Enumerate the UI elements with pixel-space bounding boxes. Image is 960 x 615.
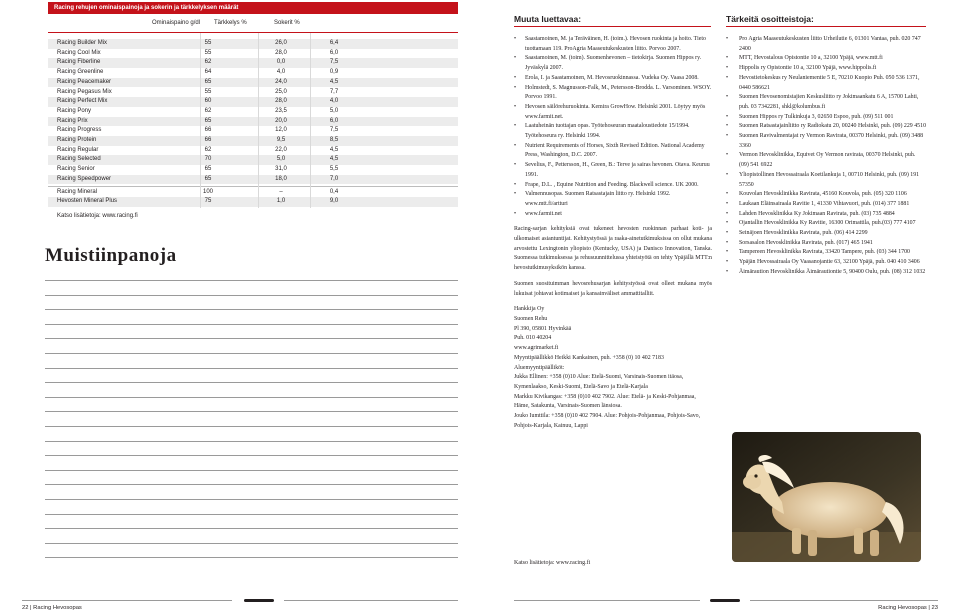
contact-line: www.agrimarket.fi	[514, 345, 559, 352]
address-item: • Lahden Hevosklinikka Ky Jokimaan Ravirata, puh. (03) 735 4884	[726, 210, 926, 220]
reading-item: • Erola, I. ja Saastamoinen, M. Hevosruokinnassa. Vudeka Oy. Vaasa 2008.	[514, 74, 712, 84]
address-item: • Sorsasalon Hevosklinikka Ravirata, puh. (017) 465 1941	[726, 239, 926, 249]
note-line	[45, 382, 458, 383]
address-item: • Suomen Hippos ry Tulkinkuja 3, 02650 Espoo, puh. (09) 511 001	[726, 113, 926, 123]
column-header-starch: Tärkkelys %	[214, 20, 247, 26]
table-row	[48, 146, 458, 156]
table-title: Racing rehujen ominaispainoja ja sokerin ja tärkkelyksen määrät	[54, 5, 239, 11]
sugar-value: 6,0	[329, 117, 339, 124]
reading-item: • Saastamoinen, M. (toim). Suomenhevonen – tietokirja. Suomen Hippos ry. Jyväskylä 2007.	[514, 54, 712, 73]
contact-line: Jukka Ellinen: +358 (0)10 Alue: Etelä-Suomi, Varsinais-Suomen itäosa, Kymenlaakso, Keski-Suomi, Etelä-Savo ja Etelä-Karjala	[514, 374, 684, 390]
sugar-value: 4,5	[329, 78, 339, 85]
density-value: 66	[204, 127, 212, 134]
density-value: 55	[204, 40, 212, 46]
address-item: • Suomen Hevosenomistajien Keskusliitto ry Jokimaankatu 6 A, 15700 Lahti, puh. 03 7342281, shkl@kolumbus.fi	[726, 93, 926, 112]
note-line	[45, 470, 458, 471]
table-row	[48, 78, 458, 88]
reading-footer-note: Katso lisätietoja: www.racing.fi	[514, 560, 591, 566]
reading-item: • Valmennusopas. Suomen Ratsastajain liitto ry. Helsinki 1992. www.mtt.fi/artturi	[514, 190, 712, 209]
starch-value: 9,5	[276, 137, 286, 143]
contact-line: Jouko Iumttila: +358 (0)10 402 7904. Alue: Pohjois-Pohjanmaa, Pohjois-Savo, Pohjois-Karjala, Kainuu, Lappi	[514, 413, 701, 429]
notes-title: Muistiinpanoja	[45, 245, 177, 266]
footer-rule-left-2	[284, 600, 458, 601]
sugar-value: 4,5	[329, 146, 339, 153]
address-item: • Seinäjoen Hevosklinikka Ravirata, puh. (06) 414 2299	[726, 229, 926, 239]
starch-value: 24,0	[275, 78, 287, 85]
address-item: • Tampereen Hevosklinikka Ravirata, 33420 Tampere, puh. (03) 344 1700	[726, 248, 926, 258]
table-col-rule-1	[200, 33, 201, 208]
address-item: • Vermon Hevosklinikka, Equivet Oy Vermon ravirata, 00370 Helsinki, puh. (09) 541 6922	[726, 151, 926, 170]
address-item: • Yliopistollinen Hevossairaala Koetilankuja 1, 00710 Helsinki, puh. (09) 191 57350	[726, 171, 926, 190]
address-item: • Hippolis ry Opistontie 10 a, 32100 Ypäjä, www.hippolis.fi	[726, 64, 926, 74]
density-value: 55	[204, 88, 212, 95]
table-row	[48, 68, 458, 78]
sugar-value: 8,5	[329, 137, 339, 143]
address-item: • MTT, Hevostalous Opistontie 10 a, 32100 Ypäjä, www.mtt.fi	[726, 54, 926, 64]
starch-value: 1,0	[276, 198, 286, 205]
footer-left: 22 | Racing Hevosopas	[22, 605, 82, 611]
reading-item: • Hevosen säilörehuruokinta. Kemira GrowHow. Helsinki 2001. Löytyy myös www.farmit.net.	[514, 103, 712, 122]
feed-name: Hevosten Mineral Plus	[57, 198, 118, 205]
density-value: 100	[202, 188, 213, 195]
reading-title-rule	[514, 26, 711, 27]
feed-name: Racing Pegasus Mix	[57, 88, 112, 95]
starch-value: 12,0	[275, 127, 287, 134]
note-line	[45, 295, 458, 296]
note-line	[45, 411, 458, 412]
starch-value: 31,0	[275, 166, 287, 173]
density-value: 65	[204, 78, 212, 85]
address-item: • Suomen Ratsastajainliitto ry Radiokatu 20, 00240 Helsinki, puh. (09) 229 4510	[726, 122, 926, 132]
note-line	[45, 514, 458, 515]
table-top-rule	[48, 32, 458, 33]
reading-item: • Nutrient Requirements of Horses, Sixth Revised Edition. National Academy Press, Washington, D.C. 2007.	[514, 142, 712, 161]
address-item: • Pro Agria Maaseutukeskusten liitto Urheilutie 6, 01301 Vantaa, puh. 020 747 2400	[726, 35, 926, 54]
note-line	[45, 353, 458, 354]
feed-name: Racing Fiberline	[57, 59, 101, 66]
note-line	[45, 397, 458, 398]
sugar-value: 7,0	[329, 175, 339, 182]
sugar-value: 7,5	[329, 59, 339, 66]
address-item: • Kouvolan Hevosklinikka Ravirata, 45160 Kouvola, puh. (05) 320 1106	[726, 190, 926, 200]
density-value: 70	[204, 156, 212, 163]
density-value: 65	[204, 175, 212, 182]
table-row	[48, 39, 458, 49]
feed-name: Racing Selected	[57, 156, 101, 163]
addresses-title: Tärkeitä osoitteistoja:	[726, 14, 814, 24]
table-row	[48, 49, 458, 59]
density-value: 65	[204, 166, 212, 173]
feed-name: Racing Progress	[57, 127, 102, 134]
address-item: • Äimäraution Hevosklinikka Äimärautiontie 5, 90400 Oulu, puh. (08) 312 1032	[726, 268, 926, 278]
note-line	[45, 280, 458, 281]
density-value: 62	[204, 107, 212, 114]
sugar-value: 6,4	[329, 40, 339, 46]
note-line	[45, 557, 458, 558]
table-row	[48, 155, 458, 165]
sugar-value: 9,0	[329, 198, 339, 205]
table-title-bar	[48, 2, 458, 14]
contact-line: Puh. 010 40204	[514, 335, 552, 342]
density-value: 62	[204, 146, 212, 153]
density-value: 65	[204, 117, 212, 124]
feed-name: Racing Prix	[57, 117, 88, 124]
note-line	[45, 543, 458, 544]
reading-paragraph-1: Racing-sarjan kehityksiä ovat tukeneet hevosten ruokinnan parhaat koti- ja ulkomaiset asiantuntijat. Kehitystyössä ja raaka-ainetutkimuksissa on ollut mukana arvostettu Lexingtonin yliopisto (Kentucky, USA) ja Danisco Innovation, Tanska. Suomessa tutkimuksessa ja rehusuunnittelussa yhteistyötä on tehty Ypäjällä MTT:n hevostutkimusyksikön kanssa.	[514, 226, 712, 272]
contact-line: Markku Kivikangas: +358 (0)10 402 7902. Alue: Etelä- ja Keski-Pohjanmaa, Häme, Satakunta, Varsinais-Suomen länsiosa.	[514, 393, 696, 410]
addresses-title-rule	[726, 26, 926, 27]
contact-line: Suomen Rehu	[514, 315, 548, 322]
contact-line: Aluemyyntipäälliköt:	[514, 364, 565, 371]
density-value: 66	[204, 137, 212, 143]
note-line	[45, 368, 458, 369]
density-value: 60	[204, 98, 212, 105]
starch-value: 0,0	[276, 59, 286, 66]
starch-value: 28,0	[275, 49, 287, 56]
address-item: • Ypäjän Hevossairaala Oy Vaasanojantie 63, 32100 Ypäjä, puh. 040 410 3406	[726, 258, 926, 268]
address-item: • Hevostietokeskus ry Neulaniementie 5 E, 70210 Kuopio Puh. 050 536 1371, 0440 586621	[726, 74, 926, 93]
contact-line: Hankkija Oy	[514, 306, 545, 313]
table-row	[48, 107, 458, 117]
reading-item: • Laatuheinän tuottajan opas. Työtehoseuran maataloustiedote 15/1994. Työtehoseura ry. Helsinki 1994.	[514, 122, 712, 141]
footer-right: Racing Hevosopas | 23	[878, 605, 938, 611]
starch-value: 28,0	[275, 98, 287, 105]
table-row	[48, 117, 458, 127]
reading-title: Muuta luettavaa:	[514, 14, 582, 24]
note-line	[45, 338, 458, 339]
column-header-density: Ominaispaino g/dl	[152, 20, 201, 26]
feed-name: Racing Builder Mix	[57, 40, 108, 46]
feed-name: Racing Cool Mix	[57, 49, 101, 56]
sugar-value: 4,0	[329, 98, 339, 105]
starch-value: 23,5	[275, 107, 287, 114]
starch-value: –	[279, 188, 283, 195]
sugar-value: 5,5	[329, 166, 339, 173]
address-item: • Laukaan Eläinsairaala Ravitie 1, 41330 Vihtavuori, puh. (014) 377 1881	[726, 200, 926, 210]
table-row	[48, 165, 458, 175]
sugar-value: 7,7	[329, 88, 339, 95]
feed-name: Racing Regular	[57, 146, 99, 153]
note-line	[45, 455, 458, 456]
note-line	[45, 499, 458, 500]
table-col-rule-3	[310, 33, 311, 208]
sugar-value: 7,5	[329, 127, 339, 134]
table-source: Katso lisätietoja: www.racing.fi	[57, 213, 138, 219]
reading-item: • Holmstedt, S. Magnusson-Falk, M., Petersson-Brodda. L. Varsominen. WSOY. Porvoo 1991.	[514, 84, 712, 103]
note-line	[45, 309, 458, 310]
contact-block	[514, 305, 712, 431]
density-value: 64	[204, 69, 212, 76]
feed-name: Racing Pony	[57, 107, 92, 114]
density-value: 55	[204, 49, 212, 56]
density-value: 75	[204, 198, 212, 205]
footer-ornament-right	[710, 599, 740, 602]
note-line	[45, 484, 458, 485]
feed-name: Racing Peacemaker	[57, 78, 112, 85]
sugar-value: 0,4	[329, 188, 339, 195]
starch-value: 20,0	[275, 117, 287, 124]
table-row	[48, 175, 458, 185]
note-line	[45, 324, 458, 325]
contact-line: Myyntipäällikkö Heikki Kankainen, puh. +358 (0) 10 402 7183	[514, 354, 664, 361]
feed-name: Racing Perfect Mix	[57, 98, 108, 105]
starch-value: 25,0	[275, 88, 287, 95]
table-row	[48, 97, 458, 107]
table-col-rule-2	[258, 33, 259, 208]
footer-rule-right	[514, 600, 700, 601]
table-row	[48, 136, 458, 146]
reading-column	[514, 35, 712, 431]
column-header-sugar: Sokerit %	[274, 20, 300, 26]
reading-item: • www.farmit.net	[514, 210, 712, 220]
table-row	[48, 58, 458, 68]
address-item: • Suomen Ravivalmentajat ry Vermon Ravirata, 00370 Helsinki, puh. (09) 3488 3360	[726, 132, 926, 151]
feed-name: Racing Mineral	[57, 188, 98, 195]
footer-rule-left	[22, 600, 232, 601]
starch-value: 18,0	[275, 175, 287, 182]
table-group-separator	[48, 186, 458, 187]
sugar-value: 5,0	[329, 107, 339, 114]
address-item: • Ojantallin Hevosklinikka Ky Ravitie, 16300 Orimattila, puh.(03) 777 4107	[726, 219, 926, 229]
footer-rule-right-2	[750, 600, 938, 601]
footer-ornament-left	[244, 599, 274, 602]
table-row	[48, 188, 458, 198]
feed-name: Racing Protein	[57, 137, 97, 143]
sugar-value: 0,9	[329, 69, 339, 76]
reading-item: • Sevelius, F., Pettersson, H., Green, B.: Terve ja sairas hevonen. Otava. Keuruu 1991.	[514, 161, 712, 180]
reading-paragraph-2: Suomen suosituimman hevosrehusarjan kehitystyössä ovat olleet mukana myös lukuisat johtavat kotimaiset ja kansainväliset ammattitalliit.	[514, 280, 712, 297]
feed-name: Racing Senior	[57, 166, 95, 173]
note-line	[45, 426, 458, 427]
feed-name: Racing Greenline	[57, 69, 104, 76]
table-row	[48, 197, 458, 207]
sugar-value: 6,0	[329, 49, 339, 56]
starch-value: 4,0	[276, 69, 286, 76]
starch-value: 5,0	[276, 156, 286, 163]
density-value: 62	[204, 59, 212, 66]
table-row	[48, 88, 458, 98]
address-list	[726, 35, 926, 278]
note-line	[45, 441, 458, 442]
starch-value: 22,0	[275, 146, 287, 153]
reading-item: • Saastamoinen, M. ja Teräväinen, H. (toim.). Hevosen ruokinta ja hoito. Tieto tuottamaan 119. ProAgria Maaseutukeskusten liitto. Porvoo 2007.	[514, 35, 712, 54]
sugar-value: 4,5	[329, 156, 339, 163]
feed-name: Racing Speedpower	[57, 175, 112, 182]
contact-line: Pl 390, 05801 Hyvinkää	[514, 325, 572, 332]
pony-image	[732, 432, 921, 562]
reading-item: • Frape, D.L. , Equine Nutrition and Feeding. Blackwell science. UK 2000.	[514, 181, 712, 191]
reading-list	[514, 35, 712, 219]
pony-photo	[732, 432, 921, 562]
note-line	[45, 528, 458, 529]
table-row	[48, 126, 458, 136]
starch-value: 26,0	[275, 40, 287, 46]
